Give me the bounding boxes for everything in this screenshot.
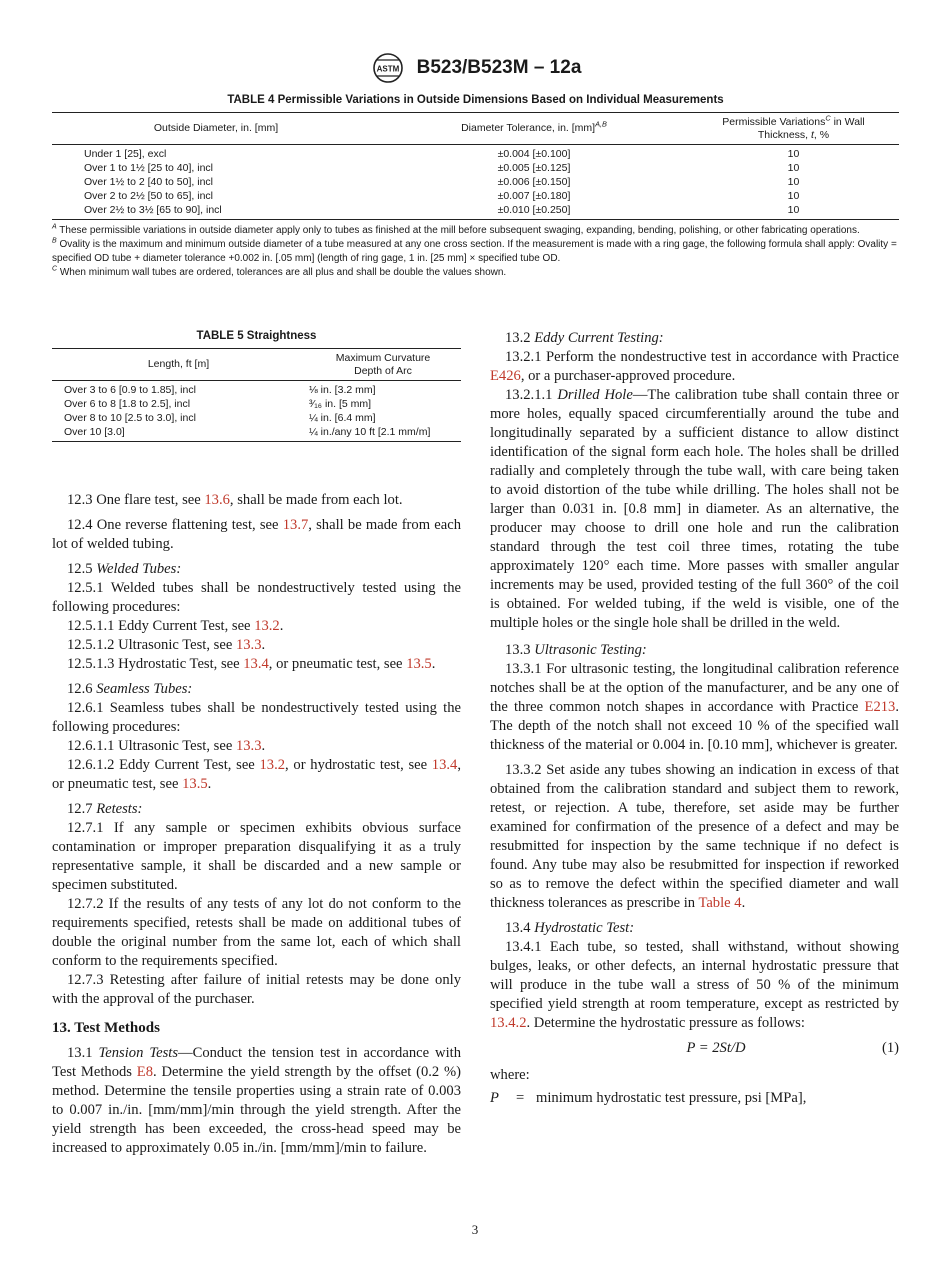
definition-p xyxy=(490,1089,899,1108)
left-column xyxy=(52,491,461,1158)
para-12-5-1-1: 12.5.1.1 Eddy Current Test, see 13.2. xyxy=(67,618,284,634)
table-row: Over 2½ to 3½ [65 to 90], incl ±0.010 [±0.250] 10 xyxy=(52,203,899,220)
para-13-3: 13.3 Ultrasonic Testing: xyxy=(505,642,647,658)
definition-equals: = xyxy=(516,1090,525,1106)
table-4-grid xyxy=(52,112,899,220)
link-13-3[interactable]: 13.3 xyxy=(235,738,262,754)
table-row: Over 3 to 6 [0.9 to 1.85], incl ⅛ in. [3.2 mm] xyxy=(64,384,376,397)
link-table-4[interactable]: Table 4 xyxy=(698,895,742,911)
para-13-1: 13.1 Tension Tests—Conduct the tension test in accordance with Test Methods E8. Determine the yield strength by the offset (0.2 %) method. Determine the tensile properties using a strain rate of 0.003 to 0.007 in./in. [mm/mm]/min through the yield strength. After the yield strength has been exceeded, the cross-head speed may be increased to approximately 0.05 in./in. [mm/mm]/min to failure. xyxy=(52,1045,462,1156)
link-13-7[interactable]: 13.7 xyxy=(282,517,309,533)
para-12-6-1-2: 12.6.1.2 Eddy Current Test, see 13.2, or hydrostatic test, see 13.4, or pneumatic test, see 13.5. xyxy=(52,757,461,792)
astm-logo xyxy=(369,52,407,84)
table-4-caption: TABLE 4 Permissible Variations in Outside Dimensions Based on Individual Measurements xyxy=(227,94,724,106)
table-5-grid xyxy=(52,348,461,442)
para-12-6: 12.6 Seamless Tubes: xyxy=(67,681,193,697)
table-row: Over 6 to 8 [1.8 to 2.5], incl ³⁄₁₆ in. [5 mm] xyxy=(64,398,372,411)
footnote-b: $^B$ Ovality is the maximum and minimum outside diameter of a tube measured at any one cross section. If the measurement is made with a ring gage, the following formula shall apply: Ovality = specified OD tube + diameter tolerance +0.002 in. [.05 mm] (length of ring gage, 1 in. [25 mm] × specified tube OD. xyxy=(52,237,897,265)
definition-text: minimum hydrostatic test pressure, psi [MPa], xyxy=(536,1090,807,1106)
table-4-header-wall: Permissible Variations$^C$ in Wall Thickness, t, % xyxy=(688,113,899,145)
para-12-7-1: 12.7.1 If any sample or specimen exhibits obvious surface contamination or improper preparation disqualifying it as a truly representative sample, it shall be discarded and a new sample or specimen substituted. xyxy=(52,820,461,893)
para-13-4-1: 13.4.1 Each tube, so tested, shall withstand, without showing bulges, leaks, or other defects, an internal hydrostatic pressure that will produce in the tube wall a stress of 50 % of the minimum specified yield strength at room temperature, except as restricted by 13.4.2. Determine the hydrostatic pressure as follows: xyxy=(490,939,899,1031)
table-row: Over 1½ to 2 [40 to 50], incl ±0.006 [±0.150] 10 xyxy=(84,176,800,189)
para-12-5-1-2: 12.5.1.2 Ultrasonic Test, see 13.3. xyxy=(67,637,266,653)
table-row: Over 1 to 1½ [25 to 40], incl ±0.005 [±0.125] 10 xyxy=(84,162,800,175)
link-13-5[interactable]: 13.5 xyxy=(406,656,432,672)
table-5-header-depth: Maximum Curvature Depth of Arc xyxy=(305,349,461,381)
para-13-2: 13.2 Eddy Current Testing: xyxy=(505,330,664,346)
para-12-5-1: 12.5.1 Welded tubes shall be nondestructively tested using the following procedures: xyxy=(52,580,461,615)
para-12-5: 12.5 Welded Tubes: xyxy=(67,561,182,577)
footnote-c: $^C$ When minimum wall tubes are ordered, tolerances are all plus and shall be double the values shown. xyxy=(52,265,507,279)
link-e213[interactable]: E213 xyxy=(864,699,896,715)
para-13-2-1-1: 13.2.1.1 Drilled Hole—The calibration tube shall contain three or more holes, equally spaced circumferentially around the tube and longitudinally separated by a sufficient distance to allow distinct identification of the signal form each hole. The holes shall be drilled radially and completely through the tube wall, with care being taken to avoid distortion of the tube while drilling. The holes shall not be larger than 0.031 in. [0.8 mm] in diameter. As an alternative, the producer may choose to drill one hole and run the calibration standard through the test coil three times, rotating the tube approximately 120° each time. More passes with smaller angular increments may be used, provided testing of the full 360° of the coil is obtained. For welded tubing, if the weld is visible, one of the multiple holes or the single hole shall be drilled in the weld. xyxy=(490,387,899,631)
table-4-footnotes xyxy=(52,224,899,280)
table-row: Over 8 to 10 [2.5 to 3.0], incl ¼ in. [6.4 mm] xyxy=(64,412,376,425)
svg-text:ASTM: ASTM xyxy=(376,64,399,74)
link-13-4[interactable]: 13.4 xyxy=(243,656,269,672)
table-row: Over 2 to 2½ [50 to 65], incl ±0.007 [±0.180] 10 xyxy=(84,190,800,203)
link-e426[interactable]: E426 xyxy=(490,368,521,384)
right-column xyxy=(490,329,899,1108)
table-5-header-length: Length, ft [m] xyxy=(52,349,305,381)
link-13-3[interactable]: 13.3 xyxy=(235,637,262,653)
table-4-header-tol: Diameter Tolerance, in. [mm]$^{A,B}$ xyxy=(380,113,688,145)
equation-number: (1) xyxy=(881,1040,899,1056)
para-13-3-2: 13.3.2 Set aside any tubes showing an indication in excess of that obtained from the calibration standard and subject them to rework, retest, or rejection. A tube, therefore, set aside may be further examined for confirmation of the presence of a defect and may be resubmitted for inspection by the same technique if no defect is found. Any tube may also be resubmitted for inspection if reworked so as to remove the defect within the specified diameter and wall thickness tolerances as prescribe in Table 4. xyxy=(490,762,899,911)
link-13-4-2[interactable]: 13.4.2 xyxy=(490,1015,527,1031)
table-row: Under 1 [25], excl ±0.004 [±0.100] 10 xyxy=(84,148,800,161)
link-13-5[interactable]: 13.5 xyxy=(182,776,208,792)
table-4 xyxy=(52,94,899,280)
table-5-caption: TABLE 5 Straightness xyxy=(196,330,317,342)
table-4-header-od: Outside Diameter, in. [mm] xyxy=(52,113,380,145)
link-13-2[interactable]: 13.2 xyxy=(259,757,286,773)
link-13-6[interactable]: 13.6 xyxy=(204,492,230,508)
where-label: where: xyxy=(490,1067,530,1083)
definition-symbol: P xyxy=(490,1090,499,1106)
para-13-3-1: 13.3.1 For ultrasonic testing, the longitudinal calibration reference notches shall be at the option of the manufacturer, and be any one of the three common notch shapes in accordance with Practice E213. The depth of the notch shall not exceed 10 % of the specified wall thickness of the material or 0.004 in. [0.10 mm], whichever is greater. xyxy=(490,661,899,753)
para-13-4: 13.4 Hydrostatic Test: xyxy=(505,920,635,936)
page-number: 3 xyxy=(471,1222,479,1237)
para-12-4: 12.4 One reverse flattening test, see 13.7, shall be made from each lot of welded tubing. xyxy=(52,517,461,552)
para-13-2-1: 13.2.1 Perform the nondestructive test in accordance with Practice E426, or a purchaser-approved procedure. xyxy=(490,349,899,384)
equation-body: P = 2St/D xyxy=(686,1040,746,1056)
para-12-6-1: 12.6.1 Seamless tubes shall be nondestructively tested using the following procedures: xyxy=(52,700,461,735)
para-12-6-1-1: 12.6.1.1 Ultrasonic Test, see 13.3. xyxy=(67,738,266,754)
page-header xyxy=(0,52,950,84)
para-12-5-1-3: 12.5.1.3 Hydrostatic Test, see 13.4, or pneumatic test, see 13.5. xyxy=(67,656,436,672)
table-5 xyxy=(52,330,461,442)
section-heading-13: 13. Test Methods xyxy=(52,1020,160,1036)
link-13-4[interactable]: 13.4 xyxy=(431,757,458,773)
para-12-7-2: 12.7.2 If the results of any tests of any lot do not conform to the requirements specified, retests shall be made on additional tubes of double the original number from the same lot, each of which shall conform to the requirements specified. xyxy=(52,896,461,969)
equation-1 xyxy=(490,1039,899,1058)
footnote-a: $^A$ These permissible variations in outside diameter apply only to tubes as finished at the mill before subsequent swaging, expanding, bending, polishing, or other fabricating operations. xyxy=(52,223,860,237)
table-row: Over 10 [3.0] ¼ in./any 10 ft [2.1 mm/m] xyxy=(52,425,461,442)
para-12-7-3: 12.7.3 Retesting after failure of initial retests may be done only with the approval of the purchaser. xyxy=(52,972,461,1007)
para-12-3: 12.3 One flare test, see 13.6, shall be made from each lot. xyxy=(67,492,403,508)
link-e8[interactable]: E8 xyxy=(136,1064,154,1080)
standard-designation: B523/B523M – 12a xyxy=(416,57,582,78)
para-12-7: 12.7 Retests: xyxy=(67,801,143,817)
link-13-2[interactable]: 13.2 xyxy=(254,618,280,634)
